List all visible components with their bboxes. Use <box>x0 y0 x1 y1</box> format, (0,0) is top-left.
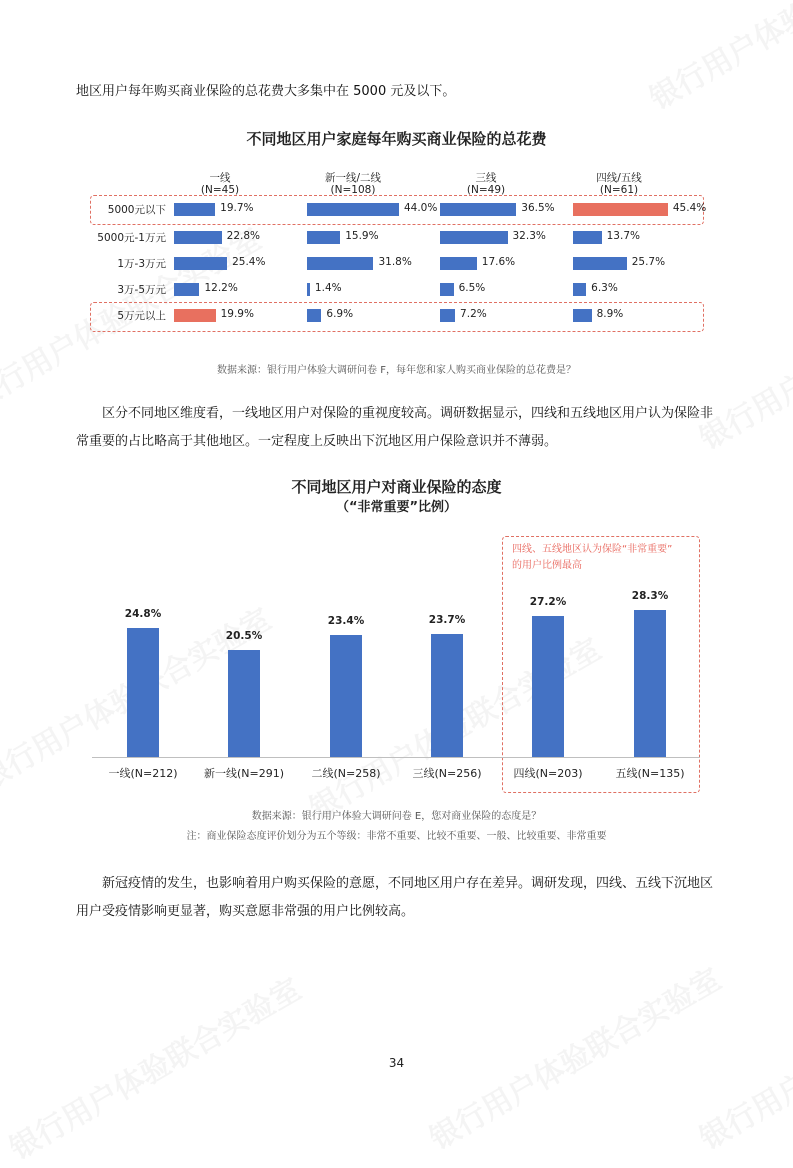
chart1-bar <box>440 283 454 296</box>
chart1-group-header <box>559 172 679 196</box>
chart1-bar <box>440 231 508 244</box>
chart1-value-label: 25.4% <box>232 256 266 268</box>
chart2-bar <box>127 628 159 757</box>
chart2-value-label: 20.5% <box>225 630 263 643</box>
chart1-bar <box>573 231 602 244</box>
chart1-group-n: (N=61) <box>599 184 639 196</box>
paragraph-3: 新冠疫情的发生，也影响着用户购买保险的意愿，不同地区用户存在差异。调研发现，四线、五线下沉地区用户受疫情影响更显著，购买意愿非常强的用户比例较高。 <box>76 876 714 919</box>
chart2-bar <box>634 610 666 757</box>
chart1-value-label: 6.9% <box>326 308 354 320</box>
chart1-row-label: 5000元-1万元 <box>97 232 166 244</box>
chart1-group-header <box>426 172 546 196</box>
chart1-value-label: 32.3% <box>512 230 546 242</box>
chart1-group-n: (N=49) <box>466 184 506 196</box>
chart1-bar <box>307 231 340 244</box>
chart1-value-label: 13.7% <box>606 230 640 242</box>
chart1-source: 数据来源：银行用户体验大调研问卷 F，每年您和家人购买商业保险的总花费是？ <box>217 365 576 376</box>
chart1-row-label: 5万元以上 <box>117 310 166 322</box>
chart2-bar <box>431 634 463 757</box>
chart2-category-label: 一线(N=212) <box>108 767 178 780</box>
chart1-group-name: 四线/五线 <box>596 172 642 184</box>
chart1-group-n: (N=108) <box>330 184 376 196</box>
chart1-row-label: 3万-5万元 <box>117 284 166 296</box>
chart2-value-label: 23.7% <box>428 613 466 626</box>
chart2-bar <box>228 650 260 757</box>
chart1-bar <box>307 309 321 322</box>
paragraph-2: 区分不同地区维度看，一线地区用户对保险的重视度较高。调研数据显示，四线和五线地区用户认为保险非常重要的占比略高于其他地区。一定程度上反映出下沉地区用户保险意识并不薄弱。 <box>76 406 714 449</box>
chart1-bar <box>440 203 516 216</box>
chart2-title: 不同地区用户对商业保险的态度 <box>291 478 502 496</box>
chart1-title: 不同地区用户家庭每年购买商业保险的总花费 <box>246 130 547 148</box>
chart1-value-label: 7.2% <box>460 308 487 320</box>
chart1-bar <box>307 257 373 270</box>
chart2-category-label: 二线(N=258) <box>311 767 381 780</box>
chart2-note: 注：商业保险态度评价划分为五个等级：非常不重要、比较不重要、一般、比较重要、非常重要 <box>186 831 607 842</box>
chart2-value-label: 28.3% <box>631 589 669 602</box>
chart1-bar <box>307 203 399 216</box>
chart2-subtitle: （“非常重要”比例） <box>335 500 458 515</box>
chart2-bar <box>330 635 362 757</box>
chart1-group-name: 三线 <box>475 172 497 184</box>
chart1-value-label: 22.8% <box>226 230 260 242</box>
chart1-bar <box>573 309 592 322</box>
chart1-value-label: 8.9% <box>596 308 624 320</box>
chart1-value-label: 1.4% <box>314 282 342 294</box>
chart1-row-label: 5000元以下 <box>107 204 166 216</box>
chart1-value-label: 19.7% <box>220 202 254 214</box>
chart1-value-label: 36.5% <box>521 202 555 214</box>
chart1-bar <box>573 257 627 270</box>
chart1-value-label: 25.7% <box>631 256 666 268</box>
chart1-bar <box>174 283 199 296</box>
chart1-value-label: 15.9% <box>345 230 379 242</box>
chart1-value-label: 31.8% <box>378 256 412 268</box>
chart1-group-header <box>293 172 413 196</box>
chart1-value-label: 6.5% <box>458 282 486 294</box>
chart1-bar <box>440 257 477 270</box>
chart1-value-label: 44.0% <box>403 202 438 214</box>
chart1-value-label: 17.6% <box>481 256 516 268</box>
chart2-category-label: 四线(N=203) <box>513 767 583 780</box>
chart2-category-label: 三线(N=256) <box>412 767 482 780</box>
chart2-bar <box>532 616 564 757</box>
chart2-source: 数据来源：银行用户体验大调研问卷 E，您对商业保险的态度是？ <box>251 811 542 822</box>
chart2-category-label: 新一线(N=291) <box>203 767 285 780</box>
chart1-bar <box>174 257 227 270</box>
chart1-value-label: 12.2% <box>204 282 238 294</box>
chart1-group-header <box>160 172 280 196</box>
chart1-group-name: 新一线/二线 <box>324 172 382 184</box>
chart2-annotation-text: 的用户比例最高 <box>512 560 582 571</box>
chart1-bar <box>307 283 310 296</box>
chart1-group-name: 一线 <box>209 172 231 184</box>
chart1-value-label: 45.4% <box>672 202 707 214</box>
chart1-bar <box>573 283 586 296</box>
chart1-bar <box>174 231 222 244</box>
chart1-row-label: 1万-3万元 <box>117 258 166 270</box>
chart2-x-axis <box>92 757 700 758</box>
chart1-bar <box>573 203 668 216</box>
chart2-value-label: 23.4% <box>327 615 365 628</box>
chart1-bar <box>174 309 216 322</box>
chart1-bar <box>440 309 455 322</box>
chart1-value-label: 6.3% <box>591 282 618 294</box>
chart2-value-label: 24.8% <box>124 608 162 621</box>
chart1-value-label: 19.9% <box>220 308 254 320</box>
chart1-bar <box>174 203 215 216</box>
chart1-group-n: (N=45) <box>200 184 240 196</box>
page-number: 34 <box>388 1056 405 1070</box>
chart2-annotation-text: 四线、五线地区认为保险“非常重要” <box>512 544 673 555</box>
chart2-category-label: 五线(N=135) <box>615 767 685 780</box>
paragraph-1: 地区用户每年购买商业保险的总花费大多集中在 5000 元及以下。 <box>76 84 456 99</box>
chart2-value-label: 27.2% <box>529 595 567 608</box>
